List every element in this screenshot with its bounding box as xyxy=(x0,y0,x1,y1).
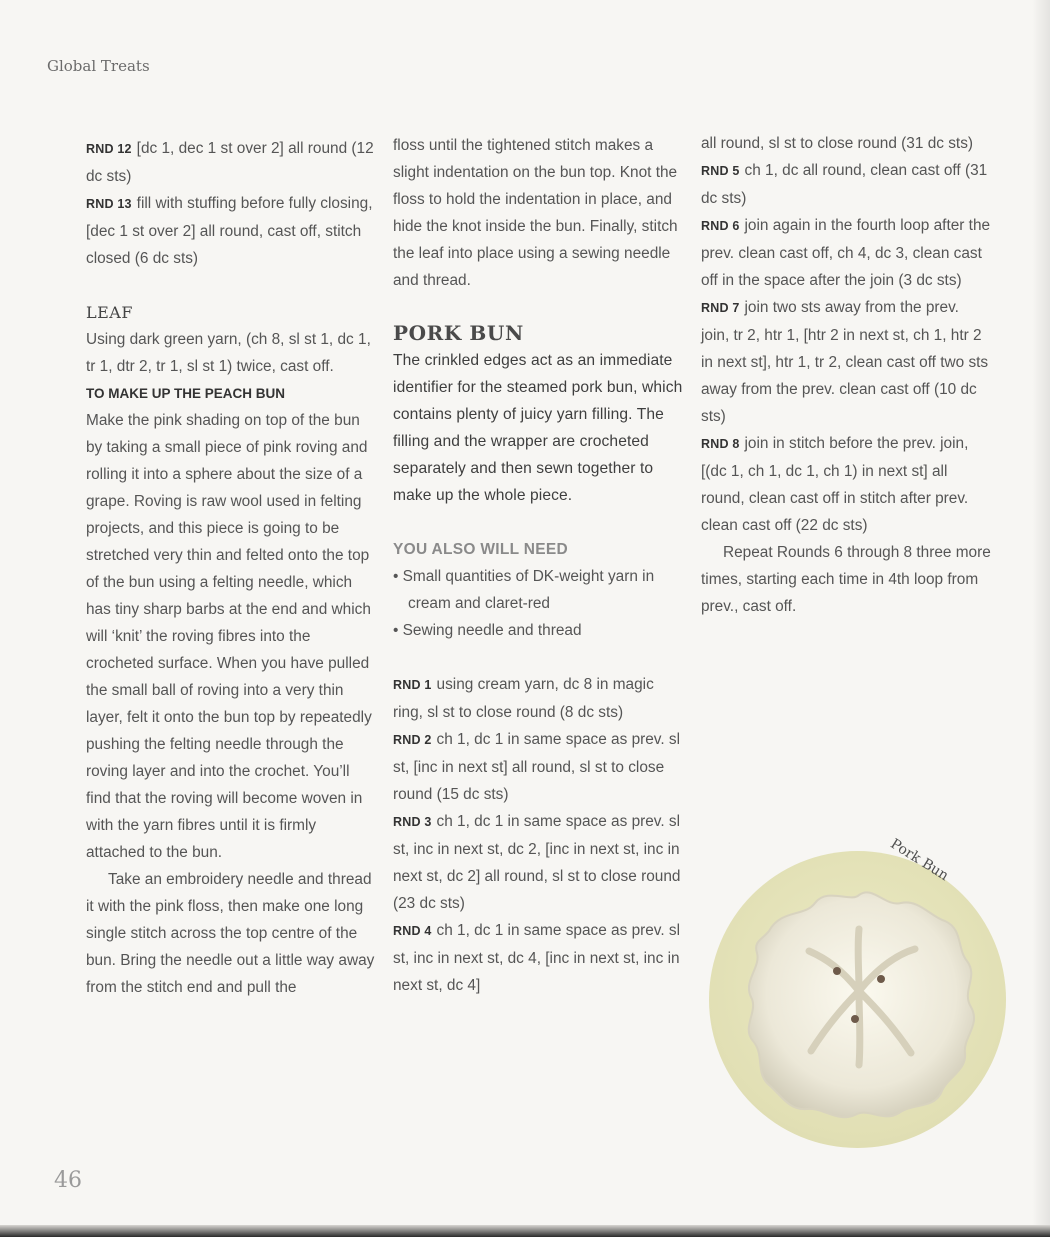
round-label: RND 8 xyxy=(701,437,740,451)
round-4 xyxy=(393,917,683,999)
round-label: RND 2 xyxy=(393,733,432,747)
round-4-continued: all round, sl st to close round (31 dc sts) xyxy=(701,135,974,152)
column-3 xyxy=(701,130,991,620)
round-1 xyxy=(393,671,683,726)
materials-heading: YOU ALSO WILL NEED xyxy=(393,541,569,558)
materials-list xyxy=(393,563,683,644)
round-label: RND 13 xyxy=(86,197,132,211)
filling-peek xyxy=(877,975,885,983)
running-title: Global Treats xyxy=(47,57,150,75)
round-label: RND 1 xyxy=(393,678,432,692)
filling-peek xyxy=(833,967,841,975)
spacer xyxy=(86,272,376,299)
spacer xyxy=(393,644,683,671)
page-gutter-shadow xyxy=(1032,0,1050,1237)
round-text: using cream yarn, dc 8 in magic ring, sl st to close round (8 dc sts) xyxy=(393,676,654,721)
round-label: RND 3 xyxy=(393,815,432,829)
pork-bun-heading: PORK BUN xyxy=(393,321,524,345)
leaf-heading: LEAF xyxy=(86,303,133,322)
make-up-heading: TO MAKE UP THE PEACH BUN xyxy=(86,386,286,401)
round-6 xyxy=(701,212,991,294)
round-3 xyxy=(393,808,683,917)
pork-bun-intro: The crinkled edges act as an immediate identifier for the steamed pork bun, which contains plenty of juicy yarn filling. The filling and the wrapper are crocheted separately and then sewn together to make up the whole piece. xyxy=(393,352,683,504)
make-up-paragraph-2: Take an embroidery needle and thread it with the pink floss, then make one long single stitch across the top centre of the bun. Bring the needle out a little way away from the stitch end and pull the xyxy=(86,871,375,996)
round-text: ch 1, dc all round, clean cast off (31 dc sts) xyxy=(701,162,988,207)
page-number: 46 xyxy=(54,1168,82,1193)
round-text: join in stitch before the prev. join, [(dc 1, ch 1, dc 1, ch 1) in next st] all round, clean cast off in stitch after prev. clean cast off (22 dc sts) xyxy=(701,435,969,534)
round-label: RND 6 xyxy=(701,219,740,233)
round-text: ch 1, dc 1 in same space as prev. sl st, [inc in next st] all round, sl st to close round (15 dc sts) xyxy=(393,731,681,803)
round-text: fill with stuffing before fully closing, [dec 1 st over 2] all round, cast off, stitch closed (6 dc sts) xyxy=(86,195,373,267)
column-2 xyxy=(393,132,683,999)
round-label: RND 12 xyxy=(86,142,132,156)
column-1 xyxy=(86,135,376,1001)
make-up-continued: floss until the tightened stitch makes a slight indentation on the bun top. Knot the floss to hold the indentation in place, and hide the knot inside the bun. Finally, stitch the leaf into place using a sewing needle and thread. xyxy=(393,137,678,289)
filling-peek xyxy=(851,1015,859,1023)
round-label: RND 5 xyxy=(701,164,740,178)
round-7 xyxy=(701,294,991,430)
spacer xyxy=(393,294,683,320)
round-label: RND 4 xyxy=(393,924,432,938)
round-8 xyxy=(701,430,991,539)
round-text: ch 1, dc 1 in same space as prev. sl st, inc in next st, dc 4, [inc in next st, inc in next st, dc 4] xyxy=(393,922,681,994)
make-up-paragraph-1: Make the pink shading on top of the bun by taking a small piece of pink roving and rolling it into a sphere about the size of a grape. Roving is raw wool used in felting projects, and this piece is going to be stretched very thin and felted onto the top of the bun using a felting needle, which has tiny sharp barbs at the end and which will ‘knit’ the roving fibres into the crocheted surface. When you have pulled the small ball of roving into a very thin layer, felt it onto the bun top by repeatedly pushing the felting needle through the roving layer and into the crochet. You’ll find that the roving will become woven in with the yarn fibres until it is firmly attached to the bun. xyxy=(86,412,372,861)
round-text: join two sts away from the prev. join, tr 2, htr 1, [htr 2 in next st, ch 1, htr 2 in next st], htr 1, tr 2, clean cast off two sts away from the prev. clean cast off (10 dc sts) xyxy=(701,299,989,425)
round-text: ch 1, dc 1 in same space as prev. sl st, inc in next st, dc 2, [inc in next st, inc in next st, dc 2] all round, sl st to close round (23 dc sts) xyxy=(393,813,681,912)
round-text: [dc 1, dec 1 st over 2] all round (12 dc sts) xyxy=(86,140,374,185)
round-13 xyxy=(86,190,376,272)
materials-item: • Small quantities of DK-weight yarn in cream and claret-red xyxy=(393,568,655,612)
photo-caption: Pork Bun xyxy=(887,836,952,885)
spacer xyxy=(393,509,683,536)
round-12 xyxy=(86,135,376,190)
materials-item: • Sewing needle and thread xyxy=(393,622,582,639)
round-label: RND 7 xyxy=(701,301,740,315)
round-5 xyxy=(701,157,991,212)
round-text: join again in the fourth loop after the prev. clean cast off, ch 4, dc 3, clean cast off in the space after the join (3 dc sts) xyxy=(701,217,991,289)
round-2 xyxy=(393,726,683,808)
repeat-instructions: Repeat Rounds 6 through 8 three more times, starting each time in 4th loop from prev., cast off. xyxy=(701,544,991,615)
leaf-instructions: Using dark green yarn, (ch 8, sl st 1, dc 1, tr 1, dtr 2, tr 1, sl st 1) twice, cast off. xyxy=(86,331,371,375)
page-bottom-edge xyxy=(0,1225,1050,1237)
